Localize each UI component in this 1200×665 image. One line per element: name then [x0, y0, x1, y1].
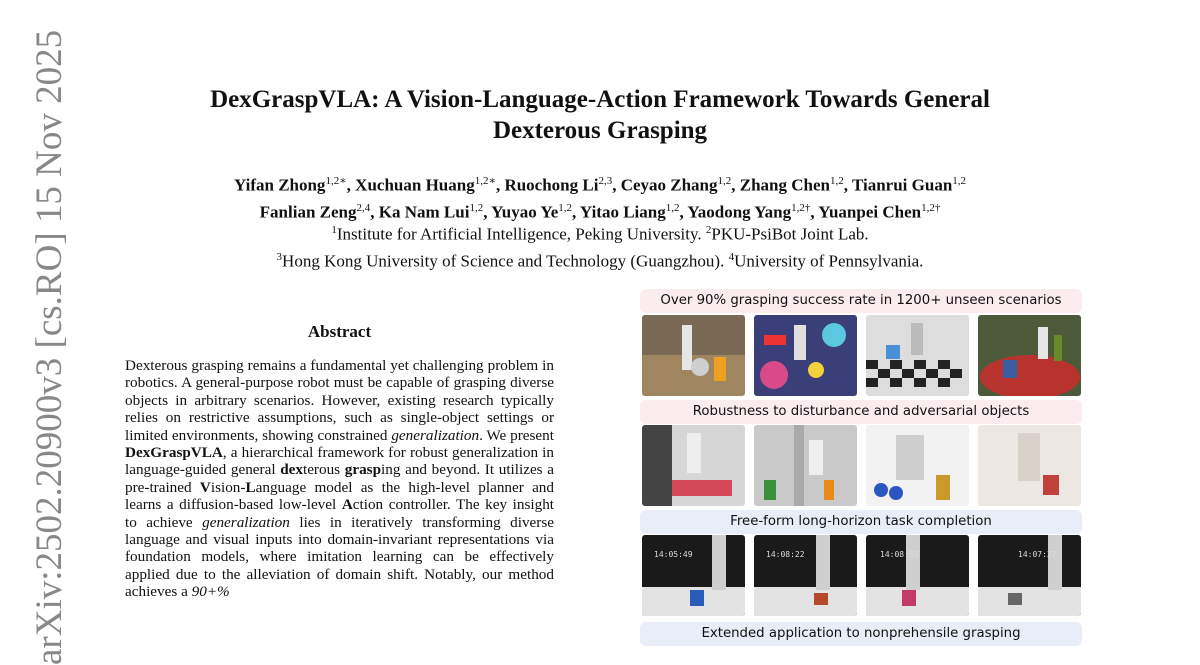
- affiliation-line-1: [100, 219, 1100, 246]
- affil-sup: 3: [276, 250, 283, 263]
- author-separator: ,: [731, 175, 740, 195]
- abstract-heading: Abstract: [307, 322, 372, 341]
- author-name: Ruochong Li: [504, 175, 599, 195]
- abstract-body: [125, 357, 554, 601]
- author-name: Ka Nam Lui: [378, 202, 470, 222]
- affil-text: PKU-PsiBot Joint Lab.: [711, 224, 869, 244]
- affil-text: University of Pennsylvania.: [734, 251, 924, 271]
- affil-sup: 4: [728, 250, 735, 263]
- abstract-text: anguage model as the high-level planner and learns a diffusion-based low-level: [125, 478, 554, 514]
- author-name: Xuchuan Huang: [355, 175, 475, 195]
- author-affil-sup: 1,2†: [791, 201, 811, 214]
- figure-band-4: Extended application to nonprehensile grasping: [640, 622, 1082, 646]
- author-name: Zhang Chen: [739, 175, 830, 195]
- title-line-2: Dexterous Grasping: [492, 117, 708, 144]
- longhorizon-photo-3: [866, 535, 969, 616]
- longhorizon-photo-2: [754, 535, 857, 616]
- abstract-italic: generalization: [391, 426, 480, 444]
- author-affil-sup: 2,4: [356, 201, 371, 214]
- author-name: Yuyao Ye: [491, 202, 559, 222]
- author-separator: ,: [843, 175, 852, 195]
- grasp-photo-2: [754, 315, 857, 396]
- author-separator: ,: [495, 175, 505, 195]
- abstract-text: . We present: [479, 426, 554, 444]
- clock-readout-2: 14:08:22: [766, 550, 805, 559]
- disturbance-photo-3: [866, 425, 969, 506]
- author-line-1: [100, 170, 1100, 197]
- abstract-bold: L: [245, 478, 256, 496]
- figure-band-3: Free-form long-horizon task completion: [640, 510, 1082, 534]
- disturbance-photo-2: [754, 425, 857, 506]
- clock-readout-1: 14:05:49: [654, 550, 693, 559]
- author-affil-sup: 1,2†: [921, 201, 941, 214]
- abstract-text: ing and beyond. It utilizes a pre-trained: [125, 461, 554, 496]
- arxiv-stamp: arXiv:2502.20900v3 [cs.RO] 15 Nov 2025: [29, 29, 70, 665]
- abstract-italic: 90+%: [191, 583, 230, 601]
- grasp-photo-3: [866, 315, 969, 396]
- author-name: Fanlian Zeng: [259, 202, 357, 222]
- author-affil-sup: 1,2: [952, 175, 967, 187]
- affiliations: [100, 219, 1100, 272]
- author-separator: ,: [572, 202, 580, 222]
- longhorizon-photo-1: [642, 535, 745, 616]
- abstract-italic: generalization: [202, 513, 290, 531]
- author-affil-sup: 1,2: [558, 201, 573, 214]
- abstract-bold: grasp: [344, 461, 382, 479]
- abstract-bold: A: [341, 496, 353, 514]
- figure-band-2: Robustness to disturbance and adversarial objects: [640, 400, 1082, 424]
- author-separator: ,: [346, 175, 356, 195]
- author-name: Yuanpei Chen: [818, 202, 922, 222]
- affil-sup: 1: [331, 224, 337, 236]
- author-list: [100, 170, 1100, 223]
- longhorizon-photo-4: [978, 535, 1081, 616]
- abstract-text: Dexterous grasping remains a fundamental yet challenging problem in robotics. A general-purpose robot must be capable of grasping diverse objects in arbitrary scenarios. However, existing research typically relies on restrictive assumptions, such as single-object settings or limited environments, showing constrained: [125, 357, 554, 444]
- author-name: Yifan Zhong: [233, 175, 326, 195]
- abstract-text: , a hierarchical framework for robust generalization in language-guided general: [125, 444, 554, 479]
- abstract-text: ction controller. The key insight to achieve: [125, 496, 555, 531]
- author-name: Tianrui Guan: [851, 175, 953, 195]
- teaser-figure: [638, 288, 1084, 648]
- abstract-bold: DexGraspVLA: [125, 444, 223, 462]
- author-separator: ,: [810, 202, 819, 222]
- author-affil-sup: 1,2∗: [325, 175, 347, 187]
- paper-title: [100, 84, 1100, 146]
- clock-readout-3: 14:08:55: [880, 550, 919, 559]
- author-affil-sup: 1,2: [717, 175, 732, 187]
- disturbance-photo-1: [642, 425, 745, 506]
- photo-row-2: [642, 425, 1080, 506]
- author-affil-sup: 1,2∗: [474, 175, 496, 187]
- figure-band-1: Over 90% grasping success rate in 1200+ unseen scenarios: [640, 289, 1082, 313]
- author-affil-sup: 1,2: [469, 201, 484, 214]
- abstract-bold: dex: [280, 461, 303, 479]
- author-affil-sup: 1,2: [830, 175, 844, 187]
- author-name: Yitao Liang: [579, 202, 666, 222]
- affiliation-line-2: [100, 246, 1100, 273]
- author-name: Yaodong Yang: [687, 202, 792, 222]
- author-affil-sup: 2,3: [598, 175, 613, 187]
- affil-text: Hong Kong University of Science and Technology (Guangzhou).: [282, 251, 729, 271]
- author-separator: ,: [612, 175, 621, 195]
- abstract-text: lies in iteratively transforming diverse language and visual inputs into domain-invariant representations via foundation models, where imitation learning can be effectively applied due to the alleviation of domain shift. Notably, our method achieves a: [125, 513, 554, 601]
- author-affil-sup: 1,2: [665, 201, 680, 214]
- photo-row-1: [642, 315, 1080, 396]
- photo-row-3: [642, 535, 1080, 616]
- author-separator: ,: [370, 202, 379, 222]
- abstract-bold: V: [199, 478, 211, 496]
- affil-sup: 2: [705, 224, 712, 236]
- author-separator: ,: [483, 202, 492, 222]
- clock-readout-4: 14:07:27: [1018, 550, 1057, 559]
- grasp-photo-4: [978, 315, 1081, 396]
- disturbance-photo-4: [978, 425, 1081, 506]
- author-separator: ,: [679, 202, 688, 222]
- abstract-text: ision-: [210, 478, 246, 496]
- author-name: Ceyao Zhang: [620, 175, 718, 195]
- abstract-paragraph: [125, 357, 554, 601]
- affil-text: Institute for Artificial Intelligence, Peking University.: [336, 224, 706, 244]
- title-line-1: DexGraspVLA: A Vision-Language-Action Framework Towards General: [210, 86, 990, 113]
- abstract-text: terous: [302, 461, 345, 479]
- grasp-photo-1: [642, 315, 745, 396]
